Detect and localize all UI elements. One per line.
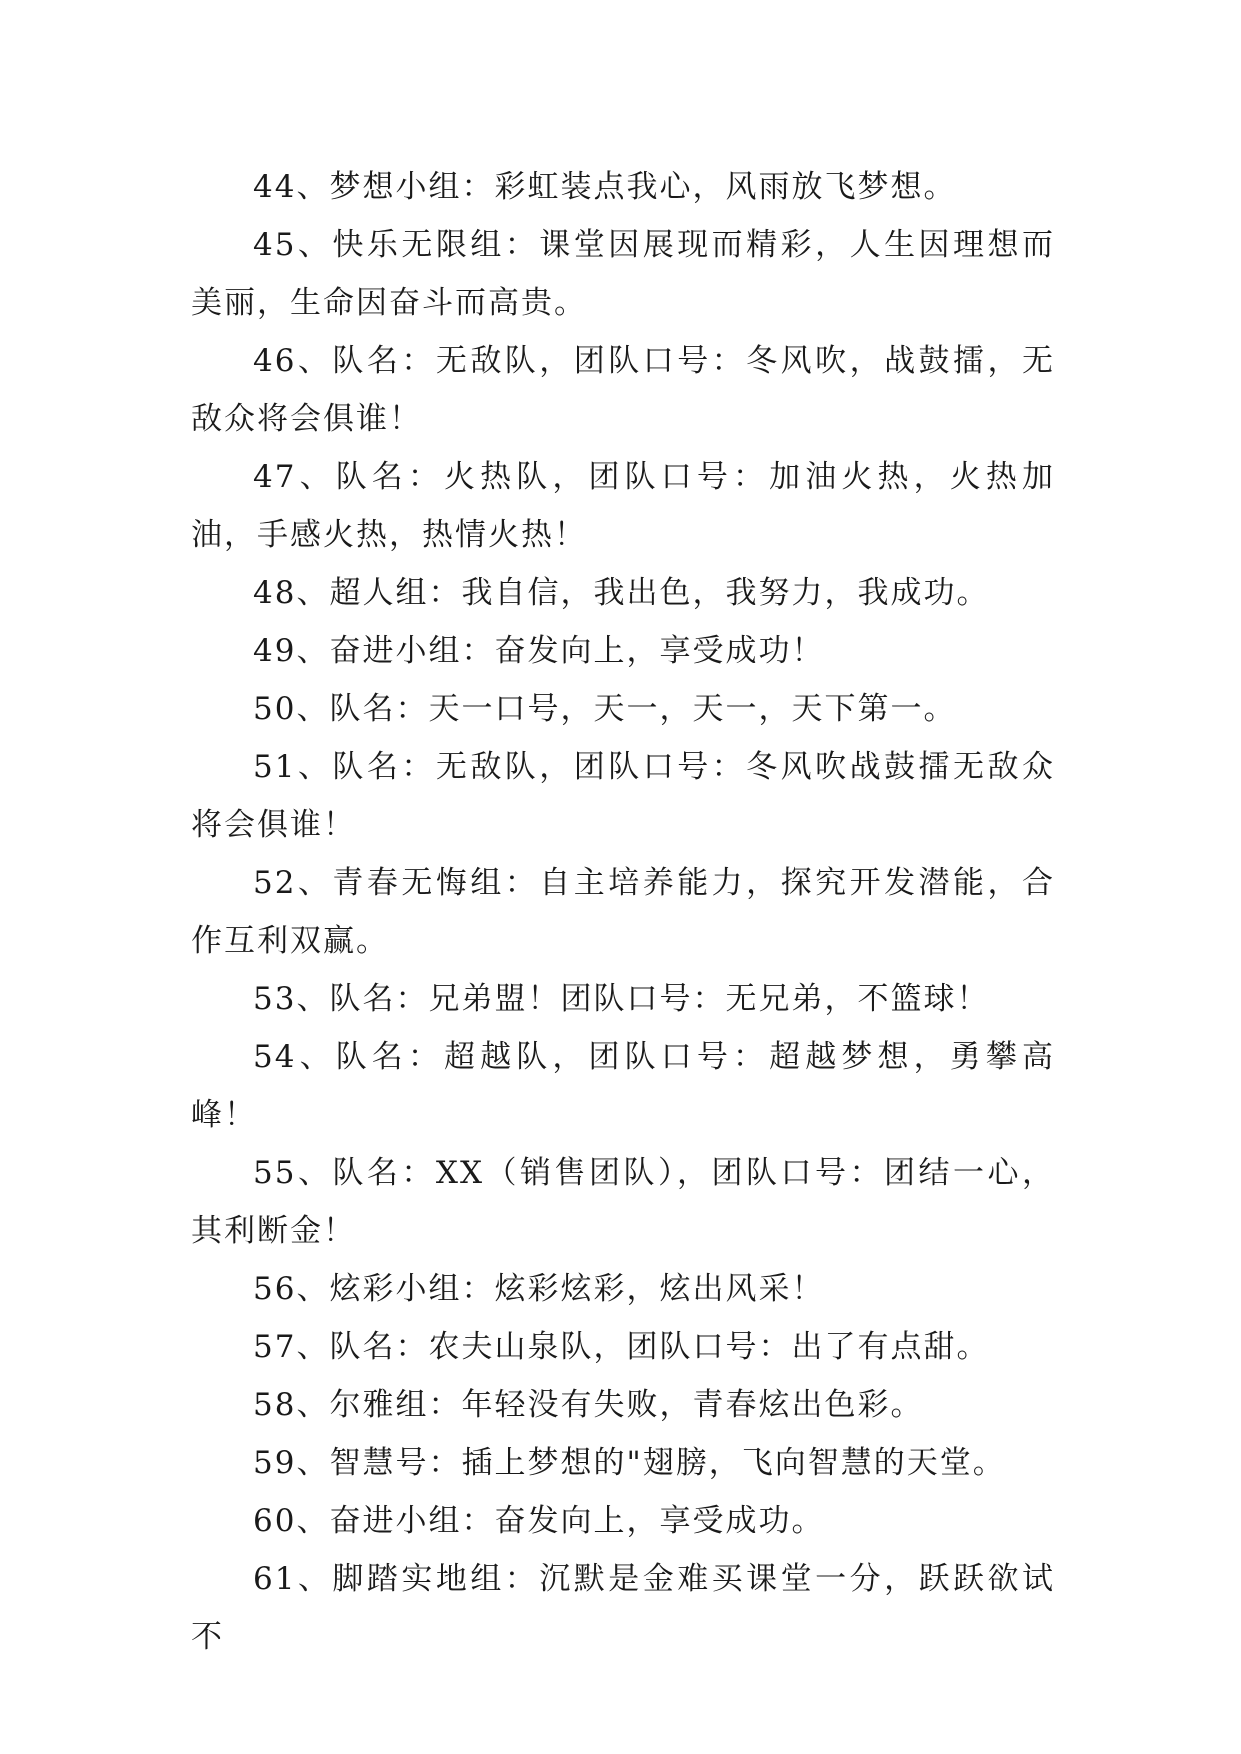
paragraph-50: 50、队名：天一口号，天一，天一，天下第一。 — [253, 691, 957, 727]
paragraph-51: 51、队名：无敌队，团队口号：冬风吹战鼓擂无敌众将会俱谁！ — [191, 749, 1055, 843]
paragraph-59: 59、智慧号：插上梦想的"翅膀，飞向智慧的天堂。 — [253, 1445, 1006, 1481]
paragraph-61: 61、脚踏实地组：沉默是金难买课堂一分，跃跃欲试不 — [191, 1561, 1055, 1655]
paragraph-47: 47、队名：火热队，团队口号：加油火热，火热加油，手感火热，热情火热！ — [191, 459, 1055, 553]
paragraph-58: 58、尔雅组：年轻没有失败，青春炫出色彩。 — [253, 1387, 924, 1423]
paragraph-53: 53、队名：兄弟盟！团队口号：无兄弟，不篮球！ — [253, 981, 990, 1017]
paragraph-44: 44、梦想小组：彩虹装点我心，风雨放飞梦想。 — [253, 169, 957, 205]
paragraph-46: 46、队名：无敌队，团队口号：冬风吹，战鼓擂，无敌众将会俱谁！ — [191, 343, 1055, 437]
paragraph-57: 57、队名：农夫山泉队，团队口号：出了有点甜。 — [253, 1329, 990, 1365]
paragraph-60: 60、奋进小组：奋发向上，享受成功。 — [253, 1503, 825, 1539]
paragraph-45: 45、快乐无限组：课堂因展现而精彩，人生因理想而美丽，生命因奋斗而高贵。 — [191, 227, 1055, 321]
paragraph-56: 56、炫彩小组：炫彩炫彩，炫出风采！ — [253, 1271, 825, 1307]
paragraph-49: 49、奋进小组：奋发向上，享受成功！ — [253, 633, 825, 669]
paragraph-52: 52、青春无悔组：自主培养能力，探究开发潜能，合作互利双赢。 — [191, 865, 1055, 959]
paragraph-55: 55、队名：XX（销售团队），团队口号：团结一心，其利断金！ — [191, 1155, 1055, 1249]
paragraph-48: 48、超人组：我自信，我出色，我努力，我成功。 — [253, 575, 990, 611]
paragraph-54: 54、队名：超越队，团队口号：超越梦想，勇攀高峰！ — [191, 1039, 1055, 1133]
document-body — [191, 158, 1055, 1666]
